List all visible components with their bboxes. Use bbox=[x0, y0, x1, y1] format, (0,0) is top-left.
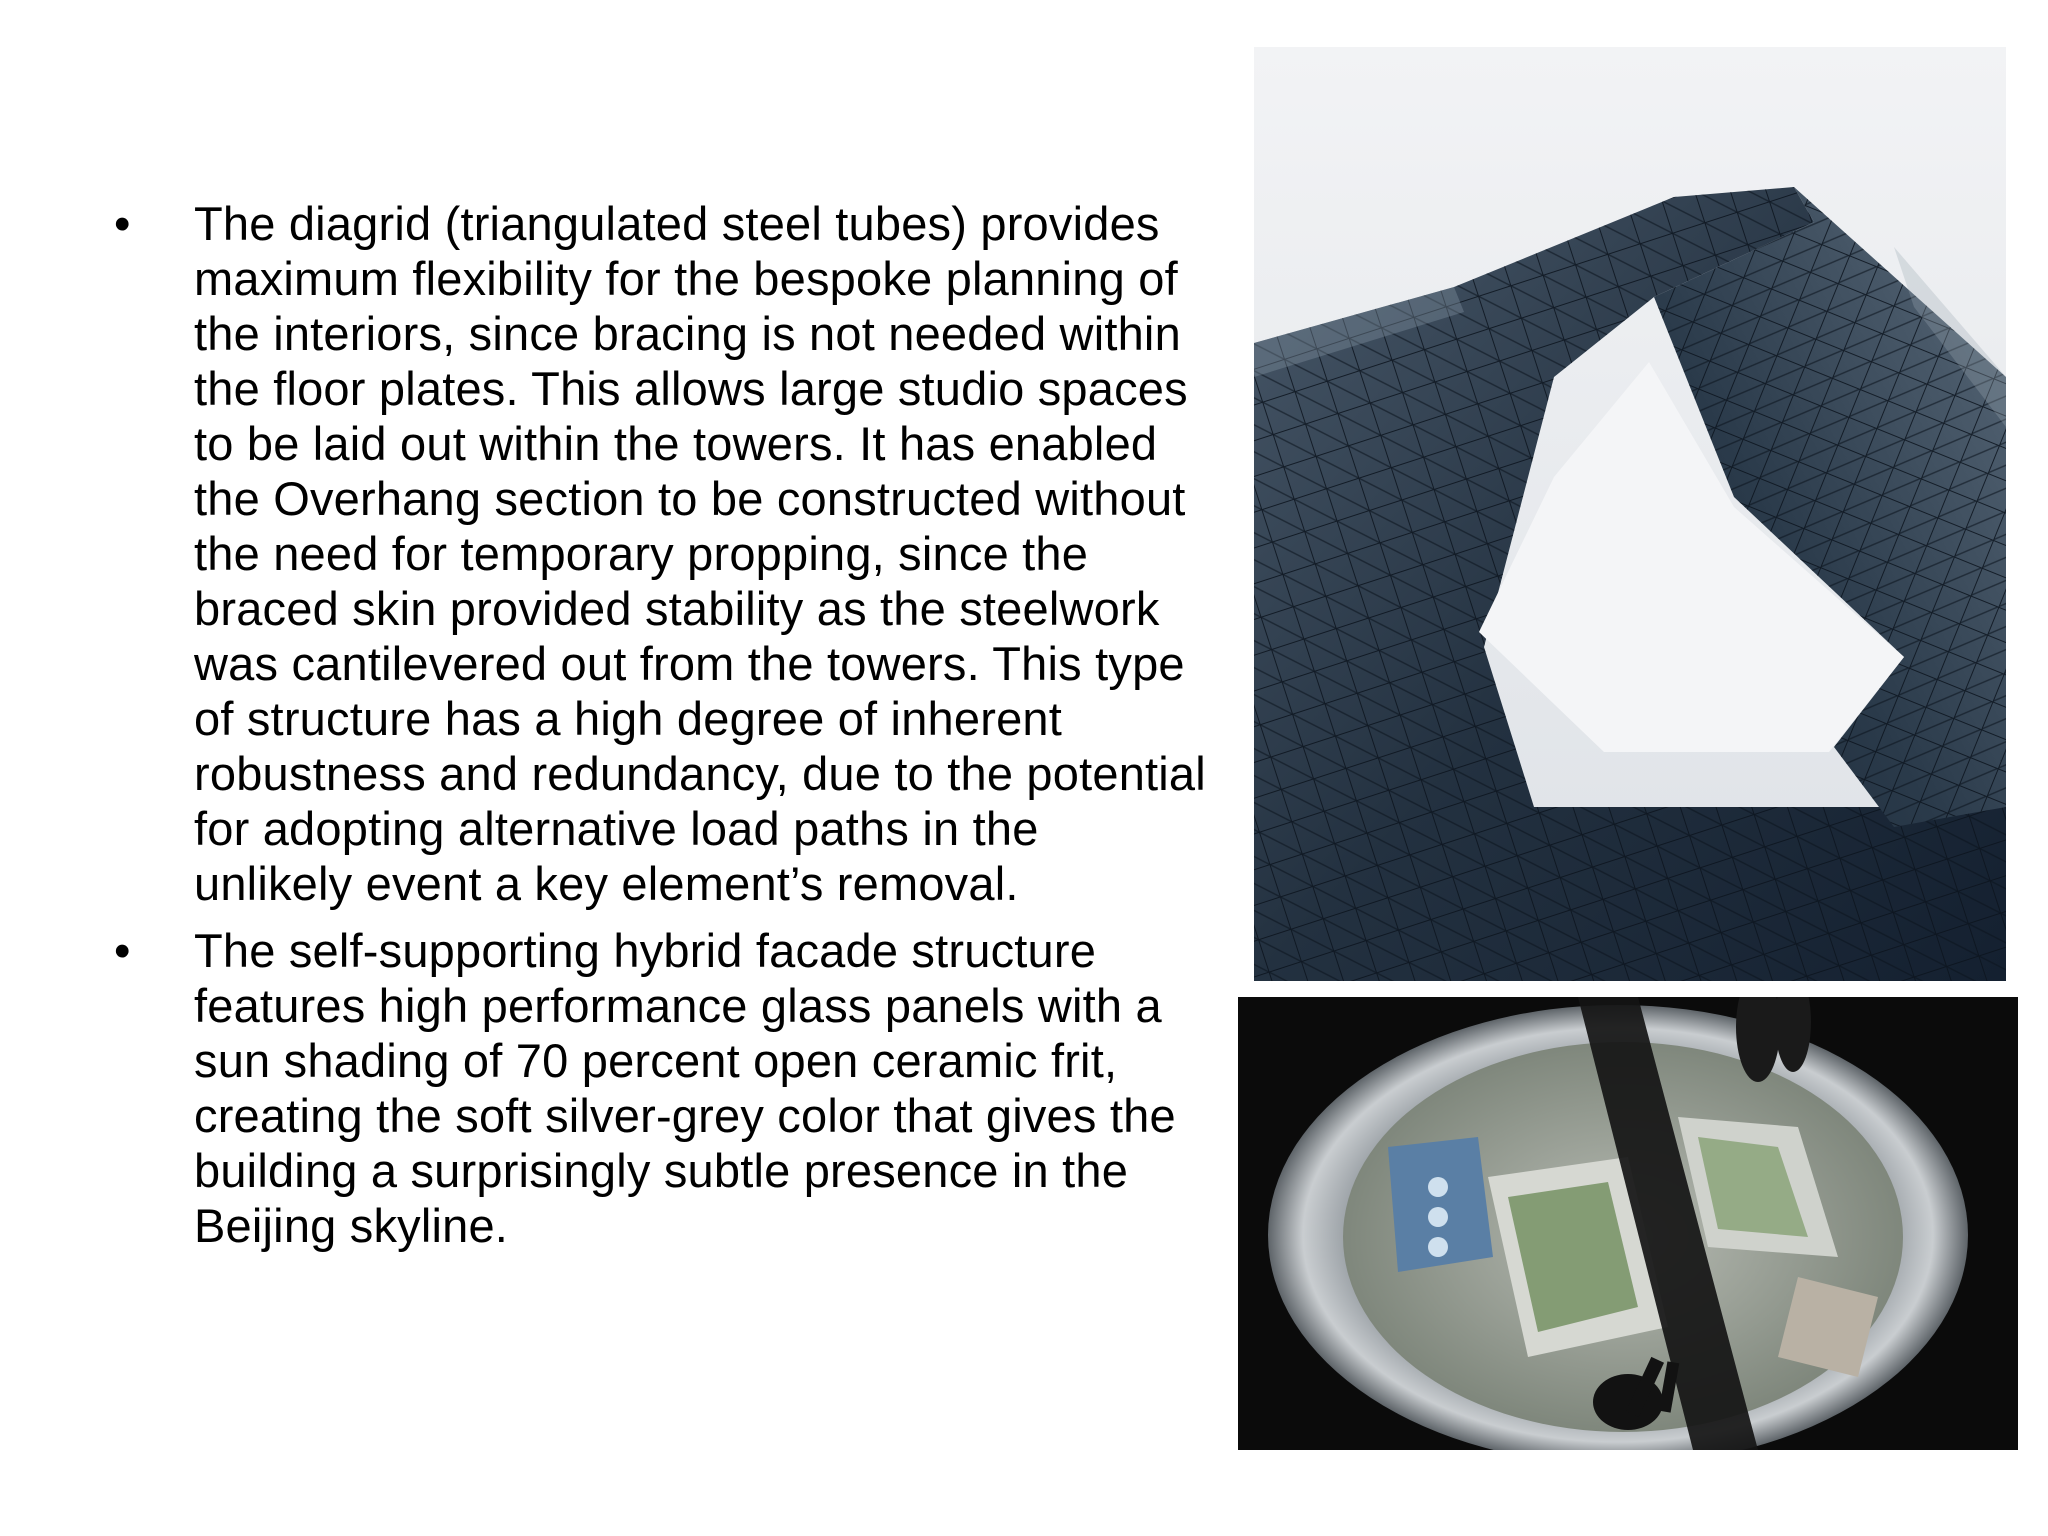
cctv-building-illustration bbox=[1254, 47, 2006, 981]
bullet-item-diagrid bbox=[110, 196, 1210, 911]
bullet-text: The self-supporting hybrid facade structure features high performance glass panels with a sun shading of 70 percent open ceramic frit, creating the soft silver-grey color that gives the building a surprisingly subtle presence in the Beijing skyline. bbox=[194, 924, 1176, 1252]
bullet-text: The diagrid (triangulated steel tubes) provides maximum flexibility for the bespoke planning of the interiors, since bracing is not needed within the floor plates. This allows large studio spaces to be laid out within the towers. It has enabled the Overhang section to be constructed without the need for temporary propping, since the braced skin provided stability as the steelwork was cantilevered out from the towers. This type of structure has a high degree of inherent robustness and redundancy, due to the potential for adopting alternative load paths in the unlikely event a key element’s removal. bbox=[194, 197, 1206, 910]
glass-floor-photo bbox=[1238, 997, 2018, 1450]
text-block bbox=[110, 196, 1210, 1265]
bullet-item-facade bbox=[110, 923, 1210, 1253]
cctv-building-photo bbox=[1254, 47, 2006, 981]
glass-floor-illustration bbox=[1238, 997, 2018, 1450]
bullet-marker: • bbox=[114, 924, 131, 977]
bullet-list bbox=[110, 196, 1210, 1253]
bullet-marker: • bbox=[114, 197, 131, 250]
